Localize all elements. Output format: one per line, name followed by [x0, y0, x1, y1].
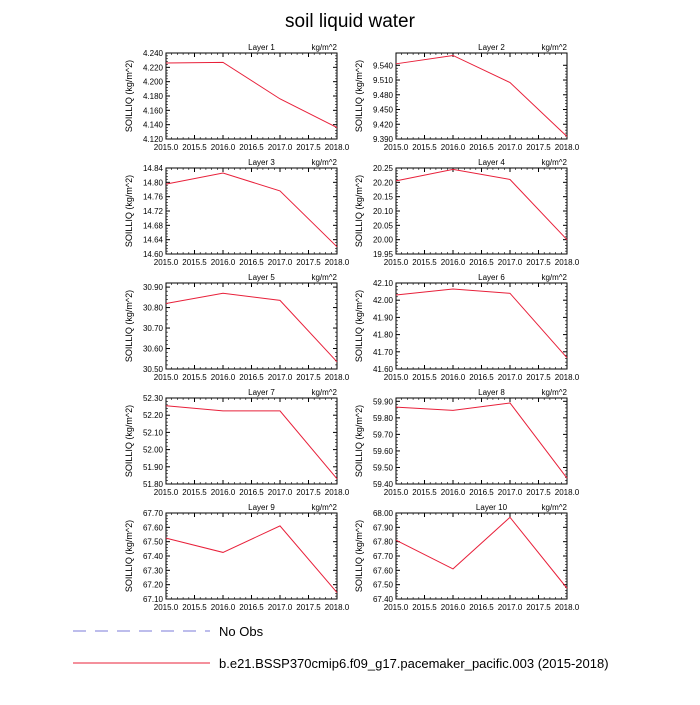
y-tick-label: 4.140 — [142, 120, 163, 130]
panel-title: Layer 1 — [248, 43, 275, 52]
x-tick-label: 2015.5 — [412, 603, 437, 612]
x-tick-label: 2015.0 — [153, 143, 179, 152]
y-tick-label: 20.05 — [372, 221, 393, 231]
panel-unit: kg/m^2 — [311, 388, 337, 397]
chart-panel-8 — [354, 388, 580, 497]
series-line — [166, 293, 337, 362]
x-tick-label: 2017.0 — [267, 143, 293, 152]
y-tick-label: 14.68 — [142, 221, 163, 231]
x-tick-label: 2016.0 — [440, 258, 466, 267]
y-tick-label: 51.90 — [142, 462, 163, 472]
y-tick-label: 19.95 — [372, 250, 393, 259]
x-tick-label: 2015.0 — [153, 488, 179, 497]
panel-title: Layer 10 — [475, 503, 508, 512]
y-tick-label: 20.00 — [372, 235, 393, 245]
panel-unit: kg/m^2 — [541, 388, 567, 397]
panel-grid — [124, 43, 580, 612]
y-tick-label: 9.420 — [372, 120, 393, 130]
x-tick-label: 2015.5 — [182, 258, 207, 267]
y-tick-label: 59.40 — [372, 480, 393, 489]
x-tick-label: 2016.5 — [239, 258, 264, 267]
y-tick-label: 20.10 — [372, 207, 393, 216]
y-axis-label: SOILLIQ (kg/m^2) — [124, 174, 134, 248]
y-tick-label: 67.90 — [372, 523, 393, 533]
y-tick-label: 67.40 — [372, 595, 393, 604]
y-tick-label: 30.70 — [142, 324, 163, 334]
y-tick-label: 20.20 — [372, 178, 393, 188]
x-tick-label: 2016.0 — [210, 143, 236, 152]
y-tick-label: 52.10 — [142, 428, 163, 438]
series-line — [166, 173, 337, 247]
y-tick-label: 30.50 — [142, 365, 163, 374]
y-axis-label: SOILLIQ (kg/m^2) — [124, 59, 134, 133]
x-tick-label: 2018.0 — [554, 373, 580, 382]
series-line — [396, 403, 567, 478]
y-tick-label: 67.60 — [142, 523, 163, 533]
y-tick-label: 14.60 — [142, 250, 163, 259]
y-axis-label: SOILLIQ (kg/m^2) — [354, 174, 364, 248]
x-tick-label: 2017.0 — [497, 373, 523, 382]
x-tick-label: 2016.0 — [440, 373, 466, 382]
x-tick-label: 2016.0 — [440, 603, 466, 612]
series-line — [396, 169, 567, 239]
x-tick-label: 2016.0 — [210, 258, 236, 267]
panel-title: Layer 8 — [478, 388, 505, 397]
x-tick-label: 2016.5 — [239, 143, 264, 152]
x-tick-label: 2017.5 — [296, 373, 321, 382]
y-tick-label: 9.480 — [372, 90, 393, 100]
x-tick-label: 2017.0 — [497, 603, 523, 612]
panel-unit: kg/m^2 — [311, 43, 337, 52]
panel-title: Layer 9 — [248, 503, 275, 512]
x-tick-label: 2018.0 — [324, 603, 350, 612]
chart-panel-10 — [354, 503, 580, 612]
x-tick-label: 2015.5 — [412, 258, 437, 267]
x-tick-label: 2015.5 — [182, 143, 207, 152]
x-tick-label: 2015.5 — [412, 143, 437, 152]
chart-panel-2 — [354, 43, 580, 152]
x-tick-label: 2015.0 — [383, 373, 409, 382]
y-tick-label: 14.64 — [142, 235, 163, 245]
panel-unit: kg/m^2 — [311, 158, 337, 167]
panel-title: Layer 3 — [248, 158, 275, 167]
x-tick-label: 2015.5 — [412, 373, 437, 382]
y-tick-label: 41.90 — [372, 313, 393, 323]
legend — [73, 624, 609, 671]
panel-unit: kg/m^2 — [541, 158, 567, 167]
x-tick-label: 2018.0 — [324, 373, 350, 382]
chart-panel-1 — [124, 43, 350, 152]
series-line — [166, 406, 337, 479]
chart-panel-3 — [124, 158, 350, 267]
x-tick-label: 2016.0 — [210, 373, 236, 382]
y-tick-label: 14.84 — [142, 164, 163, 173]
x-tick-label: 2018.0 — [554, 143, 580, 152]
panel-title: Layer 7 — [248, 388, 275, 397]
x-tick-label: 2016.5 — [469, 258, 494, 267]
x-tick-label: 2016.0 — [440, 488, 466, 497]
x-tick-label: 2017.0 — [267, 258, 293, 267]
y-tick-label: 30.90 — [142, 283, 163, 293]
y-tick-label: 51.80 — [142, 480, 163, 489]
series-line — [396, 289, 567, 358]
y-tick-label: 68.00 — [372, 509, 393, 518]
x-tick-label: 2018.0 — [554, 603, 580, 612]
y-tick-label: 41.60 — [372, 365, 393, 374]
y-tick-label: 52.20 — [142, 411, 163, 421]
y-tick-label: 59.60 — [372, 446, 393, 456]
y-tick-label: 20.25 — [372, 164, 393, 173]
x-tick-label: 2016.0 — [210, 488, 236, 497]
y-axis-label: SOILLIQ (kg/m^2) — [124, 289, 134, 363]
chart-panel-7 — [124, 388, 350, 497]
plot-frame — [396, 168, 567, 254]
y-tick-label: 59.50 — [372, 463, 393, 473]
series-line — [396, 55, 567, 136]
y-tick-label: 42.10 — [372, 279, 393, 288]
y-tick-label: 4.180 — [142, 92, 163, 101]
y-tick-label: 4.160 — [142, 106, 163, 116]
x-tick-label: 2015.5 — [182, 603, 207, 612]
panel-unit: kg/m^2 — [541, 273, 567, 282]
figure-title: soil liquid water — [285, 11, 415, 32]
y-tick-label: 52.30 — [142, 394, 163, 403]
x-tick-label: 2015.0 — [153, 603, 179, 612]
series-line — [166, 526, 337, 593]
y-axis-label: SOILLIQ (kg/m^2) — [124, 519, 134, 593]
x-tick-label: 2016.5 — [239, 373, 264, 382]
x-tick-label: 2017.5 — [526, 488, 551, 497]
panel-title: Layer 5 — [248, 273, 275, 282]
y-tick-label: 9.540 — [372, 61, 393, 71]
x-tick-label: 2015.0 — [383, 603, 409, 612]
chart-panel-5 — [124, 273, 350, 382]
x-tick-label: 2015.5 — [182, 373, 207, 382]
x-tick-label: 2016.0 — [210, 603, 236, 612]
x-tick-label: 2015.0 — [153, 258, 179, 267]
x-tick-label: 2017.0 — [267, 603, 293, 612]
x-tick-label: 2018.0 — [324, 488, 350, 497]
y-axis-label: SOILLIQ (kg/m^2) — [124, 404, 134, 478]
x-tick-label: 2017.5 — [296, 143, 321, 152]
x-tick-label: 2016.0 — [440, 143, 466, 152]
y-tick-label: 41.70 — [372, 347, 393, 357]
plot-frame — [166, 283, 337, 369]
y-tick-label: 67.80 — [372, 537, 393, 547]
y-tick-label: 4.120 — [142, 135, 163, 144]
x-tick-label: 2016.5 — [469, 373, 494, 382]
plot-frame — [166, 513, 337, 599]
panel-unit: kg/m^2 — [541, 43, 567, 52]
y-tick-label: 67.30 — [142, 566, 163, 576]
y-axis-label: SOILLIQ (kg/m^2) — [354, 404, 364, 478]
y-tick-label: 9.390 — [372, 135, 393, 144]
y-tick-label: 67.10 — [142, 595, 163, 604]
x-tick-label: 2017.0 — [497, 143, 523, 152]
y-tick-label: 9.450 — [372, 105, 393, 115]
y-tick-label: 4.240 — [142, 49, 163, 58]
y-tick-label: 42.00 — [372, 296, 393, 306]
series-line — [396, 517, 567, 588]
plot-frame — [166, 168, 337, 254]
y-tick-label: 41.80 — [372, 330, 393, 340]
x-tick-label: 2017.0 — [497, 258, 523, 267]
x-tick-label: 2017.5 — [526, 603, 551, 612]
x-tick-label: 2015.0 — [383, 143, 409, 152]
y-tick-label: 67.40 — [142, 552, 163, 561]
x-tick-label: 2017.0 — [497, 488, 523, 497]
x-tick-label: 2015.0 — [383, 488, 409, 497]
x-tick-label: 2017.5 — [526, 143, 551, 152]
plot-frame — [396, 283, 567, 369]
y-tick-label: 67.70 — [142, 509, 163, 518]
y-tick-label: 59.80 — [372, 413, 393, 423]
x-tick-label: 2016.5 — [469, 488, 494, 497]
x-tick-label: 2016.5 — [239, 488, 264, 497]
x-tick-label: 2018.0 — [324, 258, 350, 267]
x-tick-label: 2017.5 — [526, 373, 551, 382]
y-axis-label: SOILLIQ (kg/m^2) — [354, 289, 364, 363]
y-tick-label: 14.72 — [142, 207, 163, 216]
x-tick-label: 2016.5 — [469, 143, 494, 152]
panel-unit: kg/m^2 — [541, 503, 567, 512]
y-tick-label: 30.80 — [142, 303, 163, 313]
plot-frame — [166, 53, 337, 139]
x-tick-label: 2015.5 — [182, 488, 207, 497]
y-axis-label: SOILLIQ (kg/m^2) — [354, 59, 364, 133]
x-tick-label: 2017.5 — [296, 488, 321, 497]
panel-unit: kg/m^2 — [311, 273, 337, 282]
x-tick-label: 2016.5 — [239, 603, 264, 612]
panel-title: Layer 4 — [478, 158, 505, 167]
y-tick-label: 67.50 — [372, 580, 393, 590]
y-tick-label: 14.76 — [142, 192, 163, 202]
y-tick-label: 67.20 — [142, 580, 163, 590]
panel-title: Layer 2 — [478, 43, 505, 52]
y-tick-label: 9.510 — [372, 76, 393, 86]
x-tick-label: 2017.5 — [296, 258, 321, 267]
y-tick-label: 4.200 — [142, 77, 163, 87]
plot-frame — [396, 53, 567, 139]
y-tick-label: 59.90 — [372, 397, 393, 407]
x-tick-label: 2017.5 — [526, 258, 551, 267]
y-axis-label: SOILLIQ (kg/m^2) — [354, 519, 364, 593]
x-tick-label: 2017.5 — [296, 603, 321, 612]
y-tick-label: 52.00 — [142, 445, 163, 455]
panel-unit: kg/m^2 — [311, 503, 337, 512]
legend-label-no-obs: No Obs — [219, 624, 264, 639]
y-tick-label: 59.70 — [372, 430, 393, 440]
y-tick-label: 67.50 — [142, 537, 163, 547]
panel-title: Layer 6 — [478, 273, 505, 282]
chart-panel-4 — [354, 158, 580, 267]
legend-label-model-run: b.e21.BSSP370cmip6.f09_g17.pacemaker_pacific.003 (2015-2018) — [219, 656, 609, 671]
plot-frame — [396, 398, 567, 484]
x-tick-label: 2015.0 — [153, 373, 179, 382]
chart-panel-6 — [354, 273, 580, 382]
x-tick-label: 2016.5 — [469, 603, 494, 612]
y-tick-label: 4.220 — [142, 63, 163, 73]
y-tick-label: 67.70 — [372, 552, 393, 561]
y-tick-label: 20.15 — [372, 192, 393, 202]
x-tick-label: 2017.0 — [267, 373, 293, 382]
y-tick-label: 14.80 — [142, 178, 163, 188]
x-tick-label: 2018.0 — [324, 143, 350, 152]
x-tick-label: 2017.0 — [267, 488, 293, 497]
series-line — [166, 62, 337, 127]
x-tick-label: 2018.0 — [554, 488, 580, 497]
x-tick-label: 2015.5 — [412, 488, 437, 497]
chart-panel-9 — [124, 503, 350, 612]
x-tick-label: 2018.0 — [554, 258, 580, 267]
y-tick-label: 67.60 — [372, 566, 393, 576]
y-tick-label: 30.60 — [142, 344, 163, 354]
x-tick-label: 2015.0 — [383, 258, 409, 267]
